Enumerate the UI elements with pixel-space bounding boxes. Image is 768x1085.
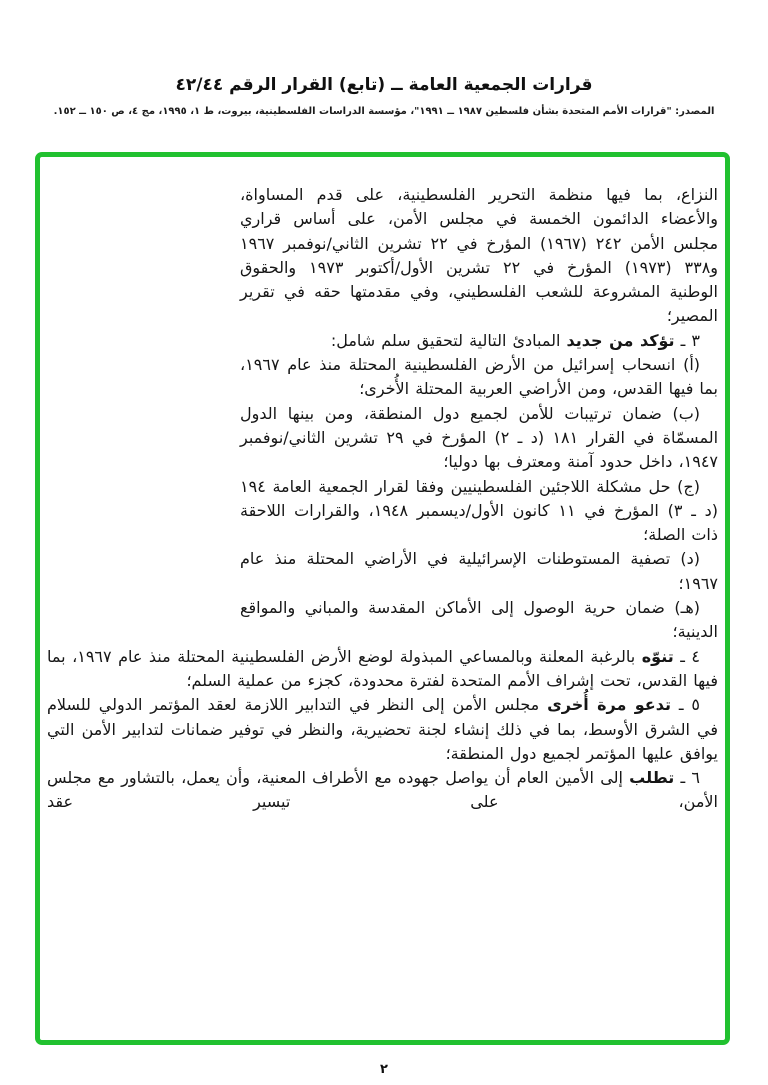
- paragraph-item-3d: [240, 547, 718, 596]
- paragraph-item-3c: [240, 475, 718, 548]
- paragraph-text: (ج) حل مشكلة اللاجئين الفلسطينيين وفقا لقرار الجمعية العامة ١٩٤ (د ـ ٣) المؤرخ في ١١ كانون الأول/ديسمبر ١٩٤٨، والقرارات اللاحقة ذات الصلة؛: [240, 476, 718, 545]
- paragraph-text: (هـ) ضمان حرية الوصول إلى الأماكن المقدسة والمباني والمواقع الدينية؛: [240, 598, 718, 642]
- paragraph-bold-lead: تؤكد من جديد: [566, 330, 675, 350]
- text-column-wide: [47, 645, 718, 815]
- document-frame: [35, 152, 730, 1045]
- paragraph-text: مجلس الأمن إلى النظر في التدابير اللازمة لعقد المؤتمر الدولي للسلام في الشرق الأوسط، بما في ذلك إنشاء لجنة تحضيرية، والنظر في توفير ضمانات لتدابير الأمن التي يوافق عليها المؤتمر لجميع دول المنطقة؛: [47, 695, 718, 763]
- paragraph-item-5: [47, 693, 718, 766]
- paragraph-continuation: [240, 183, 718, 329]
- paragraph-item-3b: [240, 402, 718, 475]
- page-number: ٢: [380, 1062, 388, 1077]
- document-header: [0, 74, 768, 118]
- page-title: قرارات الجمعية العامة ــ (تابع) القرار الرقم ٤٢/٤٤: [175, 75, 593, 95]
- paragraph-text: إلى الأمين العام أن يواصل جهوده مع الأطراف المعنية، وأن يعمل، بالتشاور مع مجلس الأمن، على تيسير عقد: [47, 768, 718, 812]
- paragraph-number: ٥ ـ: [670, 695, 701, 715]
- paragraph-text: (أ) انسحاب إسرائيل من الأرض الفلسطينية المحتلة منذ عام ١٩٦٧، بما فيها القدس، ومن الأراضي العربية المحتلة الأُخرى؛: [240, 355, 718, 399]
- paragraph-text: المبادئ التالية لتحقيق سلم شامل:: [330, 330, 567, 350]
- paragraph-item-4: [47, 645, 718, 694]
- paragraph-text: (د) تصفية المستوطنات الإسرائيلية في الأراضي المحتلة منذ عام ١٩٦٧؛: [240, 549, 718, 593]
- paragraph-bold-lead: تدعو مرة أُخرى: [547, 695, 671, 715]
- paragraph-text: (ب) ضمان ترتيبات للأمن لجميع دول المنطقة، ومن بينها الدول المسمّاة في القرار ١٨١ (د ـ ٢) المؤرخ في ٢٩ تشرين الثاني/نوفمبر ١٩٤٧، داخل حدود آمنة ومعترف بها دوليا؛: [240, 403, 719, 472]
- paragraph-item-3a: [240, 353, 718, 402]
- paragraph-number: ٣ ـ: [674, 330, 700, 350]
- paragraph-bold-lead: تنوّه: [641, 646, 674, 666]
- paragraph-text: بالرغبة المعلنة وبالمساعي المبذولة لوضع الأرض الفلسطينية المحتلة منذ عام ١٩٦٧، بما فيها القدس، تحت إشراف الأمم المتحدة لفترة محدودة، كجزء من عملية السلم؛: [47, 646, 718, 690]
- paragraph-item-3e: [240, 596, 718, 645]
- paragraph-number: ٤ ـ: [673, 646, 701, 666]
- paragraph-text: النزاع، بما فيها منظمة التحرير الفلسطينية، على قدم المساواة، والأعضاء الدائمون الخمسة في مجلس الأمن، على أساس قراري مجلس الأمن ٢٤٢ (١٩٦٧) المؤرخ في ٢٢ تشرين الثاني/نوفمبر ١٩٦٧ و٣٣٨ (١٩٧٣) المؤرخ في ٢٢ تشرين الأول/أكتوبر ١٩٧٣ والحقوق الوطنية المشروعة للشعب الفلسطيني، وفي مقدمتها حقه في تقرير المصير؛: [240, 185, 719, 326]
- text-column-narrow: [240, 183, 718, 645]
- paragraph-item-3: [240, 329, 718, 353]
- paragraph-item-6: [47, 766, 718, 815]
- paragraph-number: ٦ ـ: [674, 768, 701, 788]
- source-line: المصدر: "قرارات الأمم المتحدة بشأن فلسطين ١٩٨٧ ــ ١٩٩١"، مؤسسة الدراسات الفلسطينية، بيروت، ط ١، ١٩٩٥، مج ٤، ص ١٥٠ ــ ١٥٢.: [53, 106, 715, 117]
- paragraph-bold-lead: تطلب: [629, 768, 675, 788]
